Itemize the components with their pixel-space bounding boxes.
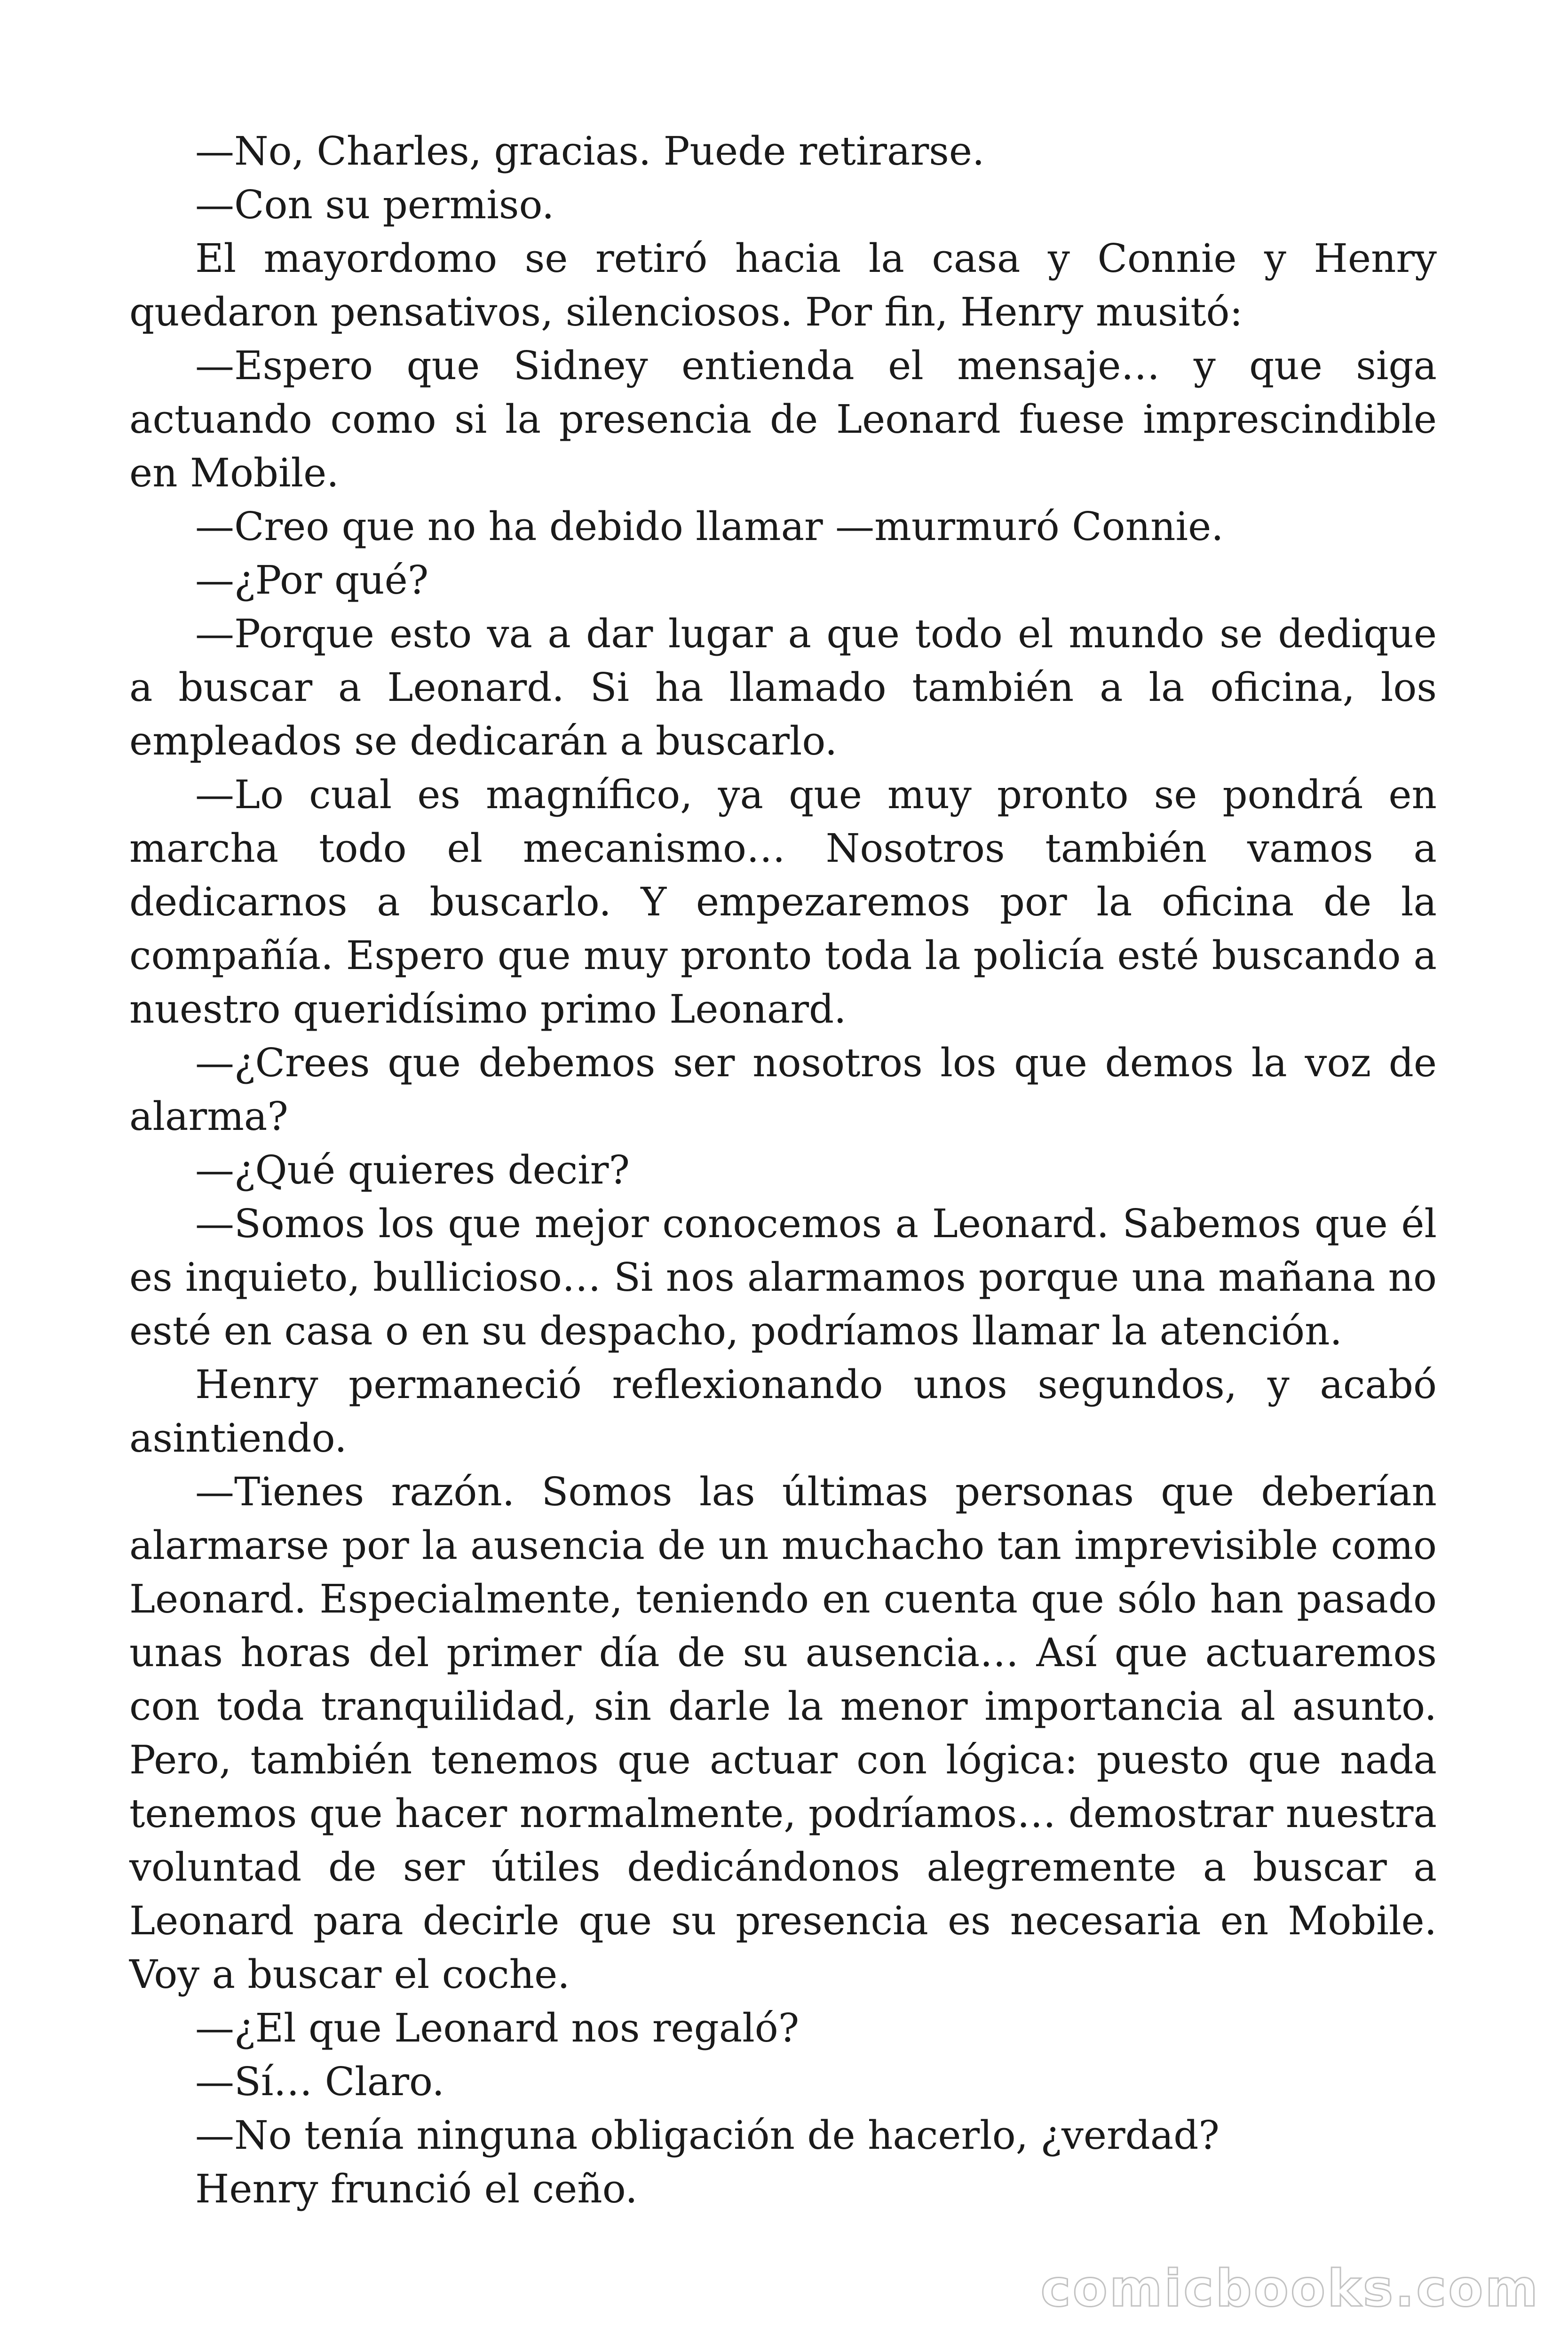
paragraph: —¿Qué quieres decir?: [195, 1147, 630, 1193]
paragraph: —¿El que Leonard nos regaló?: [195, 2005, 800, 2051]
paragraph: El mayordomo se retiró hacia la casa y Connie y Henry quedaron pensativos, silenciosos. Por fin, Henry musitó:: [129, 236, 1437, 335]
paragraph: —Sí… Claro.: [195, 2059, 444, 2105]
body-text: [129, 125, 1437, 2216]
paragraph: Henry frunció el ceño.: [195, 2166, 638, 2212]
paragraph: —¿Por qué?: [195, 557, 429, 603]
paragraph: —Espero que Sidney entienda el mensaje… y que siga actuando como si la presencia de Leonard fuese imprescindible en Mobile.: [129, 343, 1437, 496]
paragraph: —Somos los que mejor conocemos a Leonard. Sabemos que él es inquieto, bullicioso… Si nos alarmamos porque una mañana no esté en casa o en su despacho, podríamos llamar la atención.: [129, 1201, 1437, 1354]
paragraph: —Tienes razón. Somos las últimas personas que deberían alarmarse por la ausencia de un muchacho tan imprevisible como Leonard. Especialmente, teniendo en cuenta que sólo han pasado unas horas del primer día de su ausencia… Así que actuaremos con toda tranquilidad, sin darle la menor importancia al asunto. Pero, también tenemos que actuar con lógica: puesto que nada tenemos que hacer normalmente, podríamos… demostrar nuestra voluntad de ser útiles dedicándonos alegremente a buscar a Leonard para decirle que su presencia es necesaria en Mobile. Voy a buscar el coche.: [129, 1469, 1437, 1997]
paragraph: —No, Charles, gracias. Puede retirarse.: [195, 128, 985, 174]
paragraph: —Lo cual es magnífico, ya que muy pronto se pondrá en marcha todo el mecanismo… Nosotros también vamos a dedicarnos a buscarlo. Y empezaremos por la oficina de la compañía. Espero que muy pronto toda la policía esté buscando a nuestro queridísimo primo Leonard.: [129, 772, 1437, 1032]
watermark: comicbooks.com: [1040, 2259, 1540, 2318]
paragraph: —Porque esto va a dar lugar a que todo el mundo se dedique a buscar a Leonard. Si ha llamado también a la oficina, los empleados se dedicarán a buscarlo.: [129, 611, 1437, 764]
paragraph: —Con su permiso.: [195, 182, 554, 228]
paragraph: —¿Crees que debemos ser nosotros los que demos la voz de alarma?: [129, 1040, 1437, 1139]
paragraph: Henry permaneció reflexionando unos segundos, y acabó asintiendo.: [129, 1362, 1437, 1461]
paragraph: —No tenía ninguna obligación de hacerlo, ¿verdad?: [195, 2113, 1220, 2158]
paragraph: —Creo que no ha debido llamar —murmuró Connie.: [195, 504, 1224, 549]
